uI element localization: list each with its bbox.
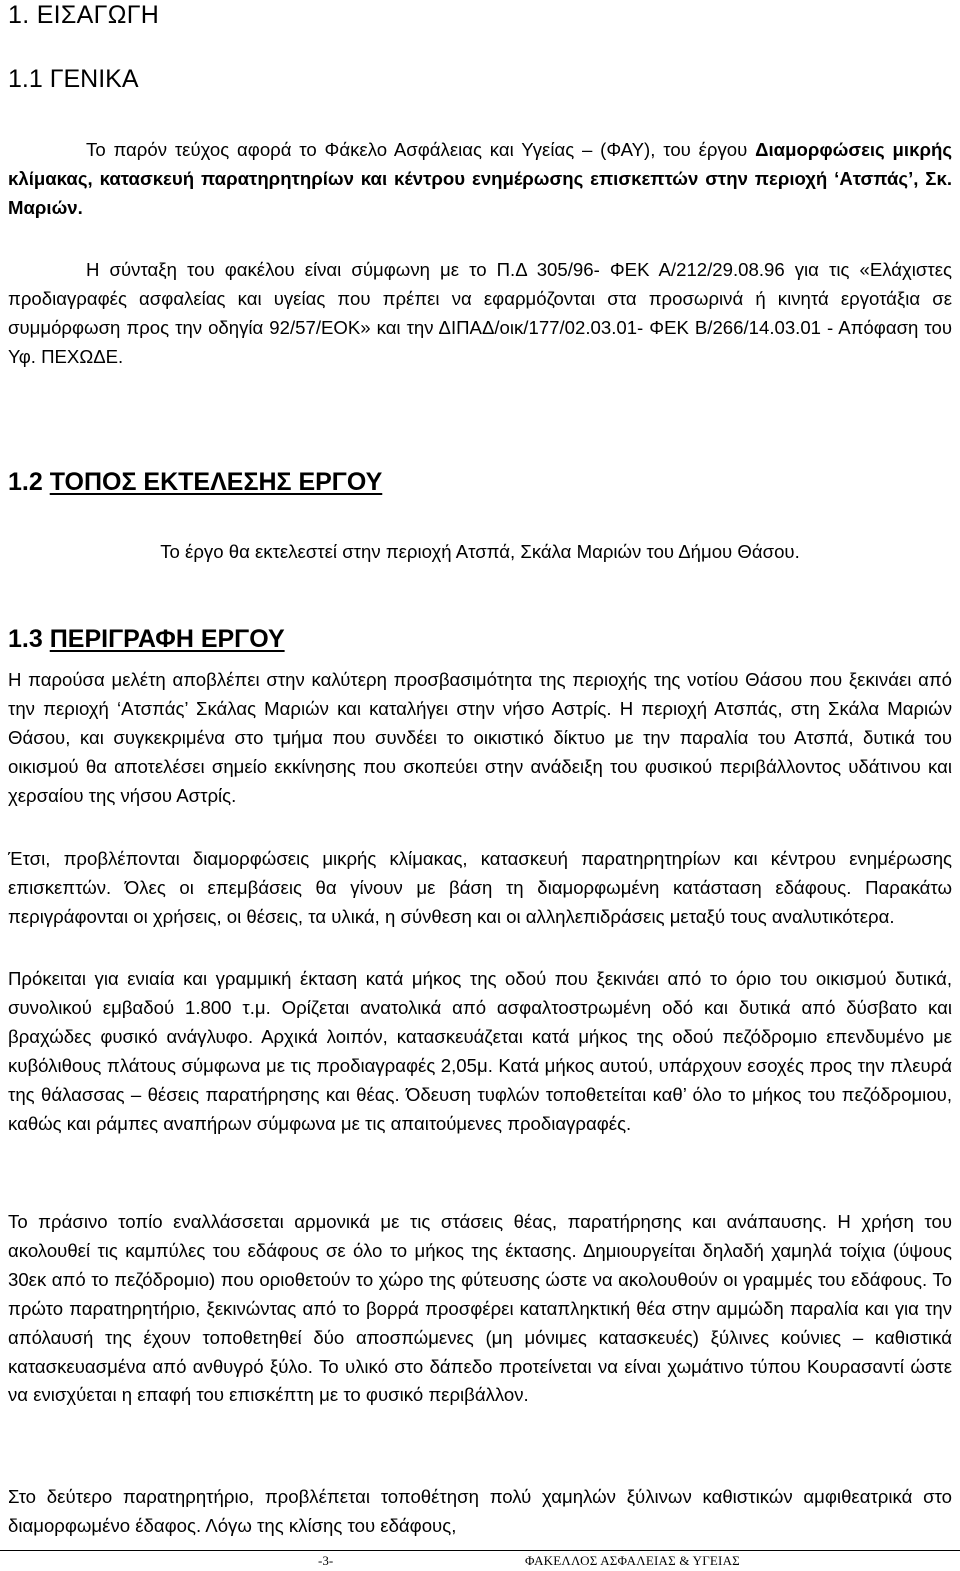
subsection-title: ΠΕΡΙΓΡΑΦΗ ΕΡΓΟΥ [49, 625, 285, 653]
subsection-number: 1.2 [8, 468, 43, 496]
description-paragraph-2: Έτσι, προβλέπονται διαμορφώσεις μικρής κλίμακας, κατασκευή παρατηρητηρίων και κέντρου ενημέρωσης επισκεπτών. Όλες οι επεμβάσεις θα γίνουν με βάση τη διαμορφωμένη κατάσταση εδάφους. Παρακάτω περιγράφονται οι χρήσεις, οι θέσεις, τα υλικά, η σύνθεση και οι αλληλεπιδράσεις μεταξύ τους αναλυτικότερα. [8, 848, 952, 927]
general-paragraph-1 [8, 136, 952, 223]
description-paragraph-5: Στο δεύτερο παρατηρητήριο, προβλέπεται τοποθέτηση πολύ χαμηλών ξύλινων καθιστικών αμφιθεατρικά στο διαμορφωμένο έδαφος. Λόγω της κλίσης του εδάφους, [8, 1486, 952, 1536]
description-paragraph-3: Πρόκειται για ενιαία και γραμμική έκταση κατά μήκος της οδού που ξεκινάει από το όριο του οικισμού δυτικά, συνολικού εμβαδού 1.800 τ.μ. Ορίζεται ανατολικά από ασφαλτοστρωμένη οδό και δυτικά από δύσβατο και βραχώδες φυσικό ανάγλυφο. Αρχικά λοιπόν, κατασκευάζεται κατά μήκος της οδού πεζόδρομιο επενδυμένο με κυβόλιθους πλάτους σύμφωνα με τις προδιαγραφές 2,05μ. Κατά μήκος αυτού, υπάρχουν εσοχές προς την πλευρά της θάλασσας – θέσεις παρατήρησης και θέας. Όδευση τυφλών τοποθετείται καθ’ όλο το μήκος του πεζόδρομιου, καθώς και ράμπες αναπήρων σύμφωνα με τις απαιτούμενες προδιαγραφές. [8, 968, 952, 1134]
general-paragraph-2 [8, 256, 952, 372]
description-paragraph-4: Το πράσινο τοπίο εναλλάσσεται αρμονικά με τις στάσεις θέας, παρατήρησης και ανάπαυσης. Η χρήση του ακολουθεί τις καμπύλες του εδάφους σε όλο το μήκος της έκτασης. Δημιουργείται δηλαδή χαμηλά τοίχια (ύψους 30εκ από το πεζόδρομιο) που οριοθετούν το χώρο της φύτευσης ώστε να ακολουθούν οι γραμμές του εδάφους. Το πρώτο παρατηρητήριο, ξεκινώντας από το βορρά προσφέρει καταπληκτική θέα στην αμμώδη παραλία και για την απόλαυσή της έχουν τοποθετηθεί δύο αποσπώμενες (μη μόνιμες κατασκευές) ξύλινες κούνιες – καθιστικά κατασκευασμένα από ανθυγρό ξύλο. Το υλικό στο δάπεδο προτείνεται να είναι χωμάτινο τύπου Κουρασαντί ώστε να ενισχύεται η επαφή του επισκέπτη με το φυσικό περιβάλλον. [8, 1211, 952, 1406]
location-text: Το έργο θα εκτελεστεί στην περιοχή Ατσπά, Σκάλα Μαριών του Δήμου Θάσου. [160, 541, 800, 562]
project-title: Διαμορφώσεις μικρής κλίμακας, κατασκευή παρατηρητηρίων και κέντρου ενημέρωσης επισκεπτών στην περιοχή ‘Ατσπάς’, Σκ. Μαριών. [8, 139, 952, 218]
footer-divider [0, 1550, 960, 1551]
section-heading: 1. ΕΙΣΑΓΩΓΗ [8, 1, 160, 29]
subsection-heading-description [8, 624, 285, 654]
subsection-heading-general: 1.1 ΓΕΝΙΚΑ [8, 65, 139, 93]
subsection-title: ΤΟΠΟΣ ΕΚΤΕΛΕΣΗΣ ΕΡΓΟΥ [49, 468, 383, 496]
subsection-heading-location [8, 467, 382, 497]
footer-title: ΦΑΚΕΛΛΟΣ ΑΣΦΑΛΕΙΑΣ & ΥΓΕΙΑΣ [525, 1553, 740, 1568]
general-paragraph-1-text: Το παρόν τεύχος αφορά το Φάκελο Ασφάλειας και Υγείας – (ΦΑΥ), του έργου [86, 139, 756, 160]
page-number: -3- [318, 1553, 334, 1568]
description-paragraph-1: Η παρούσα μελέτη αποβλέπει στην καλύτερη προσβασιμότητα της περιοχής της νοτίου Θάσου που ξεκινάει από την περιοχή ‘Ατσπάς’ Σκάλας Μαριών και καταλήγει στην νήσο Αστρίς. Η περιοχή Ατσπάς, στη Σκάλα Μαριών Θάσου, και συγκεκριμένα στο τμήμα που συνδέει το οικιστικό δίκτυο με την παραλία του Ατσπά, δυτικά του οικισμού θα αποτελέσει σημείο εκκίνησης που σκοπεύει στην ανάδειξη του φυσικού περιβάλλοντος υδάτινου και χερσαίου της νήσου Αστρίς. [8, 669, 952, 806]
general-paragraph-2-text: Η σύνταξη του φακέλου είναι σύμφωνη με το Π.Δ 305/96- ΦΕΚ Α/212/29.08.96 για τις «Ελάχιστες προδιαγραφές ασφαλείας και υγείας που πρέπει να εφαρμόζονται στα προσωρινά ή κινητά εργοτάξια σε συμμόρφωση προς την οδηγία 92/57/ΕΟΚ» και την ΔΙΠΑΔ/οικ/177/02.03.01- ΦΕΚ Β/266/14.03.01 - Απόφαση του Υφ. ΠΕΧΩΔΕ. [8, 259, 952, 367]
subsection-number: 1.3 [8, 625, 43, 653]
